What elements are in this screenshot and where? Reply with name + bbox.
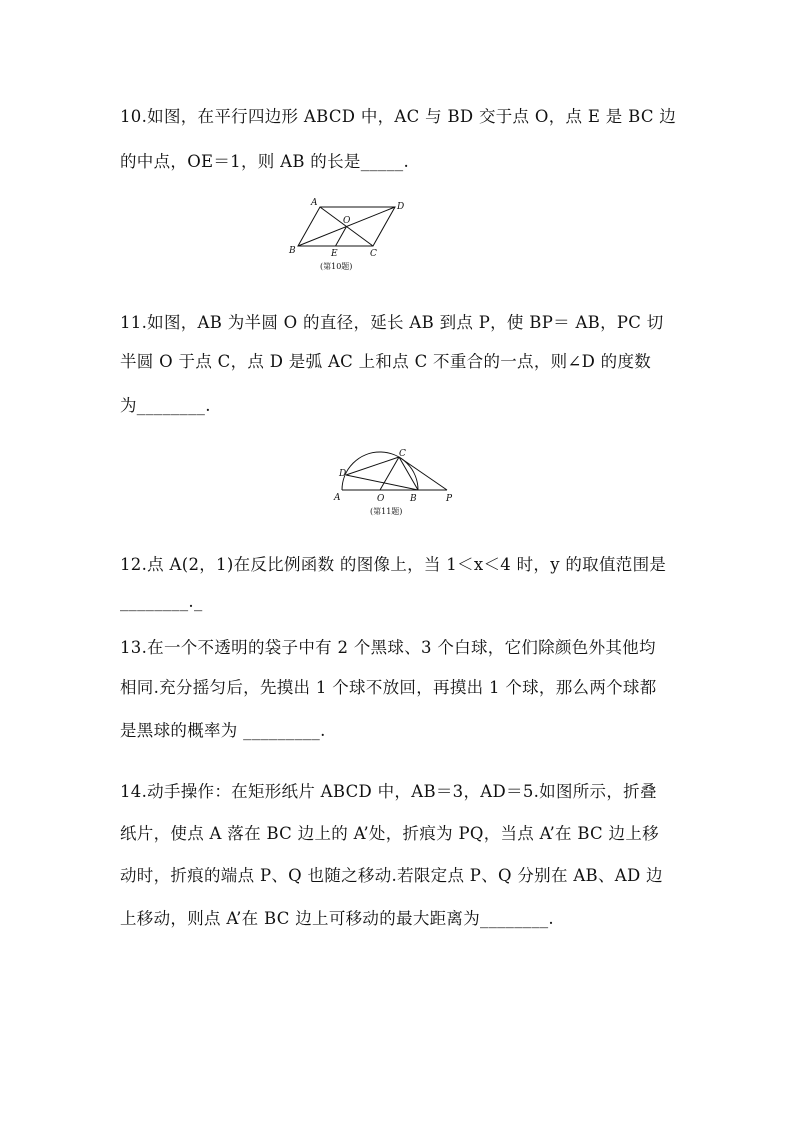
q11-caption: (第11题) — [370, 507, 403, 516]
label-a: A — [311, 198, 318, 208]
q13-line-1: 13.在一个不透明的袋子中有 2 个黑球、3 个白球，它们除颜色外其他均 — [120, 638, 656, 657]
segment-cb — [399, 457, 418, 490]
label-c: C — [370, 249, 377, 259]
semicircle-diagram — [330, 448, 470, 522]
tangent-pc — [399, 457, 447, 490]
q11-line-1: 11.如图，AB 为半圆 O 的直径，延长 AB 到点 P，使 BP＝ AB，PC 切 — [120, 313, 664, 332]
label-b: B — [410, 494, 417, 504]
q11-line-2: 半圆 O 于点 C，点 D 是弧 AC 上和点 C 不重合的一点，则∠D 的度数 — [120, 352, 652, 371]
q14-line-1: 14.动手操作：在矩形纸片 ABCD 中，AB＝3，AD＝5.如图所示，折叠 — [120, 782, 657, 801]
q14-line-4: 上移动，则点 A’在 BC 边上可移动的最大距离为________. — [120, 909, 554, 928]
label-b: B — [289, 246, 296, 256]
q12-line-2: ________._ — [120, 592, 203, 611]
label-d: D — [339, 469, 347, 479]
q12-line-1: 12.点 A(2，1)在反比例函数 的图像上，当 1＜x＜4 时，y 的取值范围是 — [120, 555, 667, 574]
label-a: A — [334, 493, 341, 503]
label-o: O — [343, 216, 351, 226]
parallelogram-diagram — [280, 195, 420, 277]
segment-dc — [346, 457, 399, 475]
segment-db — [346, 475, 418, 490]
q14-line-3: 动时，折痕的端点 P、Q 也随之移动.若限定点 P、Q 分别在 AB、AD 边 — [120, 866, 663, 885]
label-d: D — [397, 202, 405, 212]
label-c: C — [399, 449, 406, 459]
q11-figure — [330, 448, 470, 522]
q14-line-2: 纸片，使点 A 落在 BC 边上的 A’处，折痕为 PQ，当点 A’在 BC 边上移 — [120, 824, 659, 843]
label-p: P — [446, 494, 453, 504]
segment-oe — [336, 227, 347, 247]
q10-figure — [280, 195, 420, 277]
q11-line-3: 为________. — [120, 396, 211, 415]
q13-line-3: 是黑球的概率为 _________. — [120, 721, 326, 740]
q13-line-2: 相同.充分摇匀后，先摸出 1 个球不放回，再摸出 1 个球，那么两个球都 — [120, 678, 657, 697]
label-e: E — [331, 249, 338, 259]
label-o: O — [377, 494, 385, 504]
q10-caption: (第10题) — [320, 262, 353, 271]
q10-line-1: 10.如图，在平行四边形 ABCD 中，AC 与 BD 交于点 O，点 E 是 BC 边 — [120, 107, 677, 126]
q10-line-2: 的中点，OE＝1，则 AB 的长是_____. — [120, 152, 409, 171]
